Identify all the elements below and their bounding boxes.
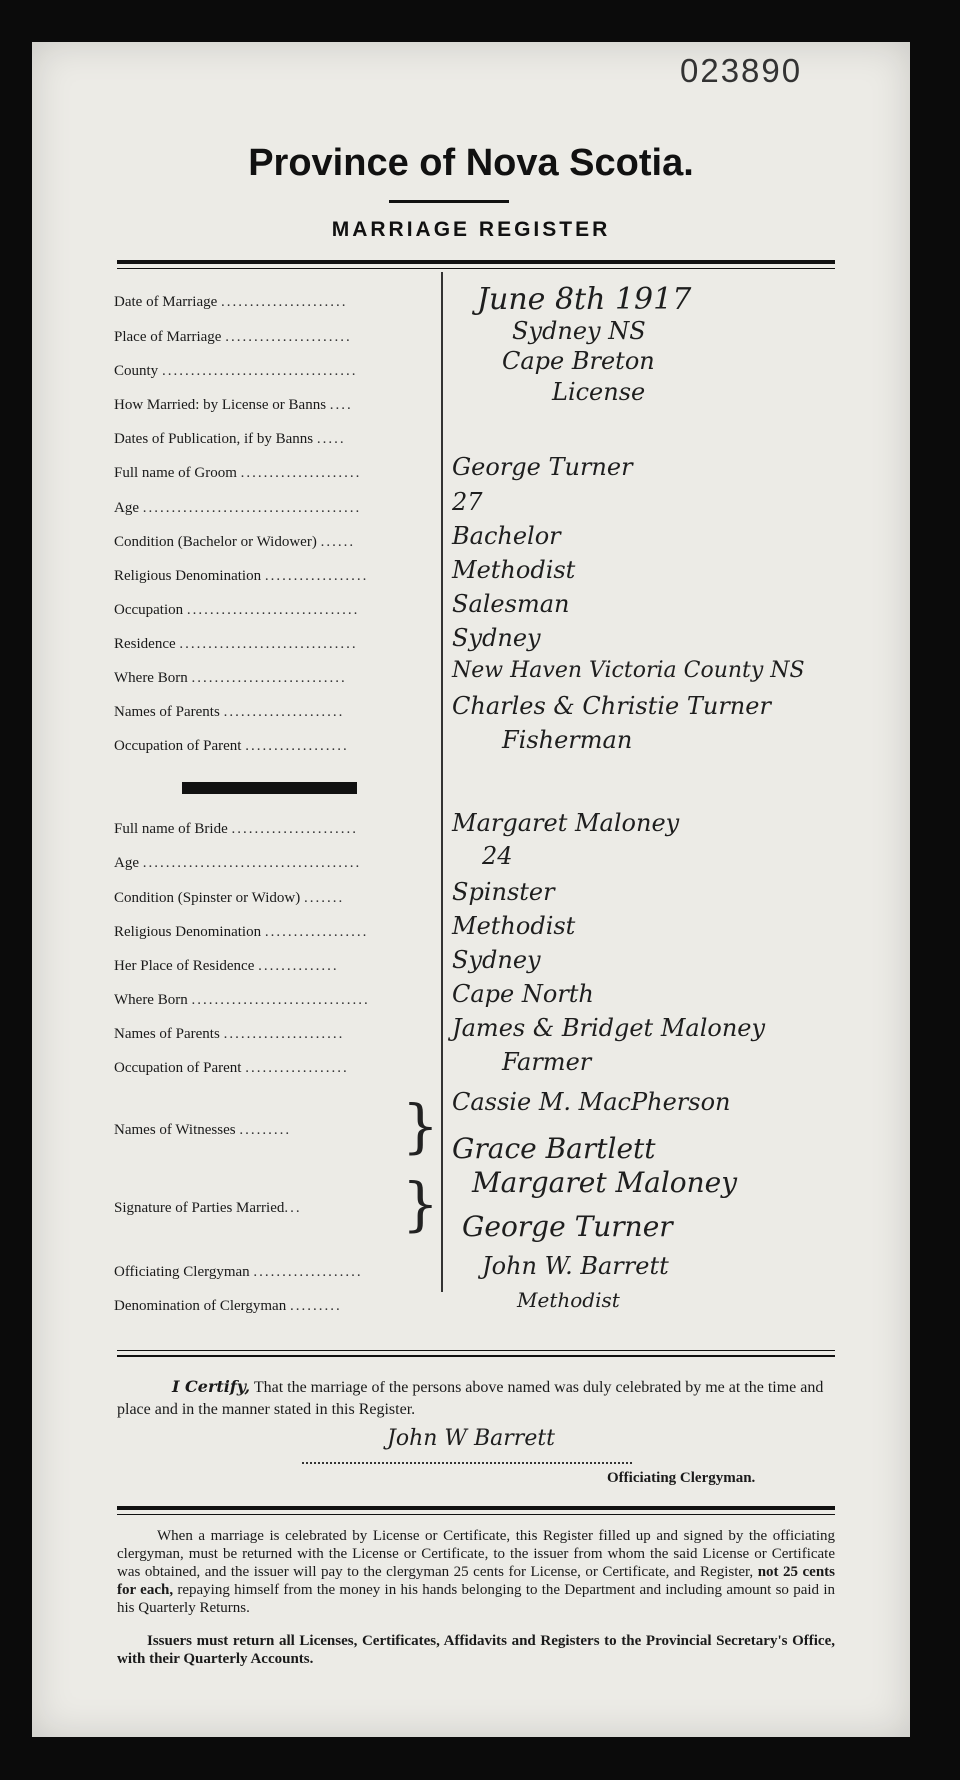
brace-icon: }: [402, 1092, 439, 1160]
field-label: Occupation of Parent ..................: [114, 738, 349, 754]
field-value: Spinster: [452, 878, 555, 906]
field-value: Sydney NS: [512, 317, 646, 345]
witnesses-label: Names of Witnesses .........: [114, 1122, 292, 1138]
field-value: John W. Barrett: [482, 1252, 669, 1280]
signatures-label: Signature of Parties Married...: [114, 1200, 302, 1216]
witness-name: Cassie M. MacPherson: [452, 1088, 731, 1116]
field-value: Margaret Maloney: [452, 809, 680, 837]
field-value: June 8th 1917: [477, 282, 692, 317]
field-label: County ..................................: [114, 363, 358, 379]
header-rule: [117, 260, 835, 264]
header-rule-thin: [117, 268, 835, 269]
field-value: Fisherman: [502, 726, 633, 754]
signature-groom: George Turner: [462, 1210, 673, 1243]
field-value: James & Bridget Maloney: [452, 1014, 766, 1042]
page-title: Province of Nova Scotia.: [248, 142, 694, 184]
field-label: Occupation of Parent ..................: [114, 1060, 349, 1076]
certify-rule-thick: [117, 1355, 835, 1357]
signature-caption: Officiating Clergyman.: [607, 1470, 756, 1486]
field-label: Names of Parents .....................: [114, 1026, 345, 1042]
field-label: Religious Denomination ..................: [114, 924, 369, 940]
brace-icon: }: [402, 1170, 439, 1238]
title-divider: [389, 200, 509, 203]
field-label: Where Born ...............................: [114, 992, 370, 1008]
section-separator-bar: [182, 782, 357, 794]
field-label: Religious Denomination ..................: [114, 568, 369, 584]
field-label: Residence ...............................: [114, 636, 358, 652]
field-label: Full name of Bride ......................: [114, 821, 358, 837]
signature-bride: Margaret Maloney: [472, 1166, 738, 1199]
field-value: Cape Breton: [502, 347, 655, 375]
field-label: Date of Marriage ......................: [114, 294, 348, 310]
field-label: Age ......................................: [114, 855, 362, 871]
notice-footer: Issuers must return all Licenses, Certificates, Affidavits and Registers to the Provincial Secretary's Office, with their Quarterly Accounts.: [117, 1633, 835, 1667]
field-value: Sydney: [452, 946, 541, 974]
field-value: License: [552, 378, 646, 406]
field-value: Cape North: [452, 980, 594, 1008]
field-value: 24: [482, 842, 513, 870]
field-value: Farmer: [502, 1048, 592, 1076]
field-value: Salesman: [452, 590, 570, 618]
clergy-signature: John W Barrett: [387, 1426, 556, 1451]
field-value: Bachelor: [452, 522, 561, 550]
field-label: Condition (Bachelor or Widower) ......: [114, 534, 356, 550]
field-label: How Married: by License or Banns ....: [114, 397, 353, 413]
field-label: Place of Marriage ......................: [114, 329, 352, 345]
form-subtitle: MARRIAGE REGISTER: [331, 218, 611, 241]
field-value: New Haven Victoria County NS: [452, 658, 805, 683]
field-label: Names of Parents .....................: [114, 704, 345, 720]
field-label: Condition (Spinster or Widow) .......: [114, 890, 345, 906]
field-value: Sydney: [452, 624, 541, 652]
field-label: Her Place of Residence ..............: [114, 958, 339, 974]
witness-name: Grace Bartlett: [452, 1132, 656, 1165]
register-number-stamp: 023890: [680, 52, 803, 89]
field-value: Charles & Christie Turner: [452, 692, 771, 720]
field-label: Denomination of Clergyman .........: [114, 1298, 342, 1314]
field-label: Occupation ..............................: [114, 602, 360, 618]
field-label: Age ......................................: [114, 500, 362, 516]
field-value: Methodist: [517, 1288, 620, 1312]
field-value: George Turner: [452, 453, 633, 481]
column-divider: [441, 272, 443, 1292]
field-label: Officiating Clergyman ...................: [114, 1264, 363, 1280]
notice-paragraph: When a marriage is celebrated by License or Certificate, this Register filled up and signed by the officiating clergyman, must be returned with the License or Certificate, to the issuer from whom the said License or Certificate was obtained, and the issuer will pay to the clergyman 25 cents for License, or Certificate, and Register, not 25 cents for each, repaying himself from the money in his hands belonging to the Department and including amount so paid in his Quarterly Returns.: [117, 1528, 836, 1616]
certify-rule: [117, 1350, 835, 1351]
certify-statement: I Certify, That the marriage of the persons above named was duly celebrated by me at the time and place and in the manner stated in this Register.: [117, 1377, 824, 1418]
field-label: Dates of Publication, if by Banns .....: [114, 431, 346, 447]
field-value: 27: [452, 488, 483, 516]
field-label: Full name of Groom .....................: [114, 465, 362, 481]
field-label: Where Born ...........................: [114, 670, 347, 686]
field-value: Methodist: [452, 912, 576, 940]
field-value: Methodist: [452, 556, 576, 584]
register-form: [32, 42, 910, 1737]
notice-rule: [117, 1506, 835, 1510]
notice-rule-thin: [117, 1514, 835, 1515]
